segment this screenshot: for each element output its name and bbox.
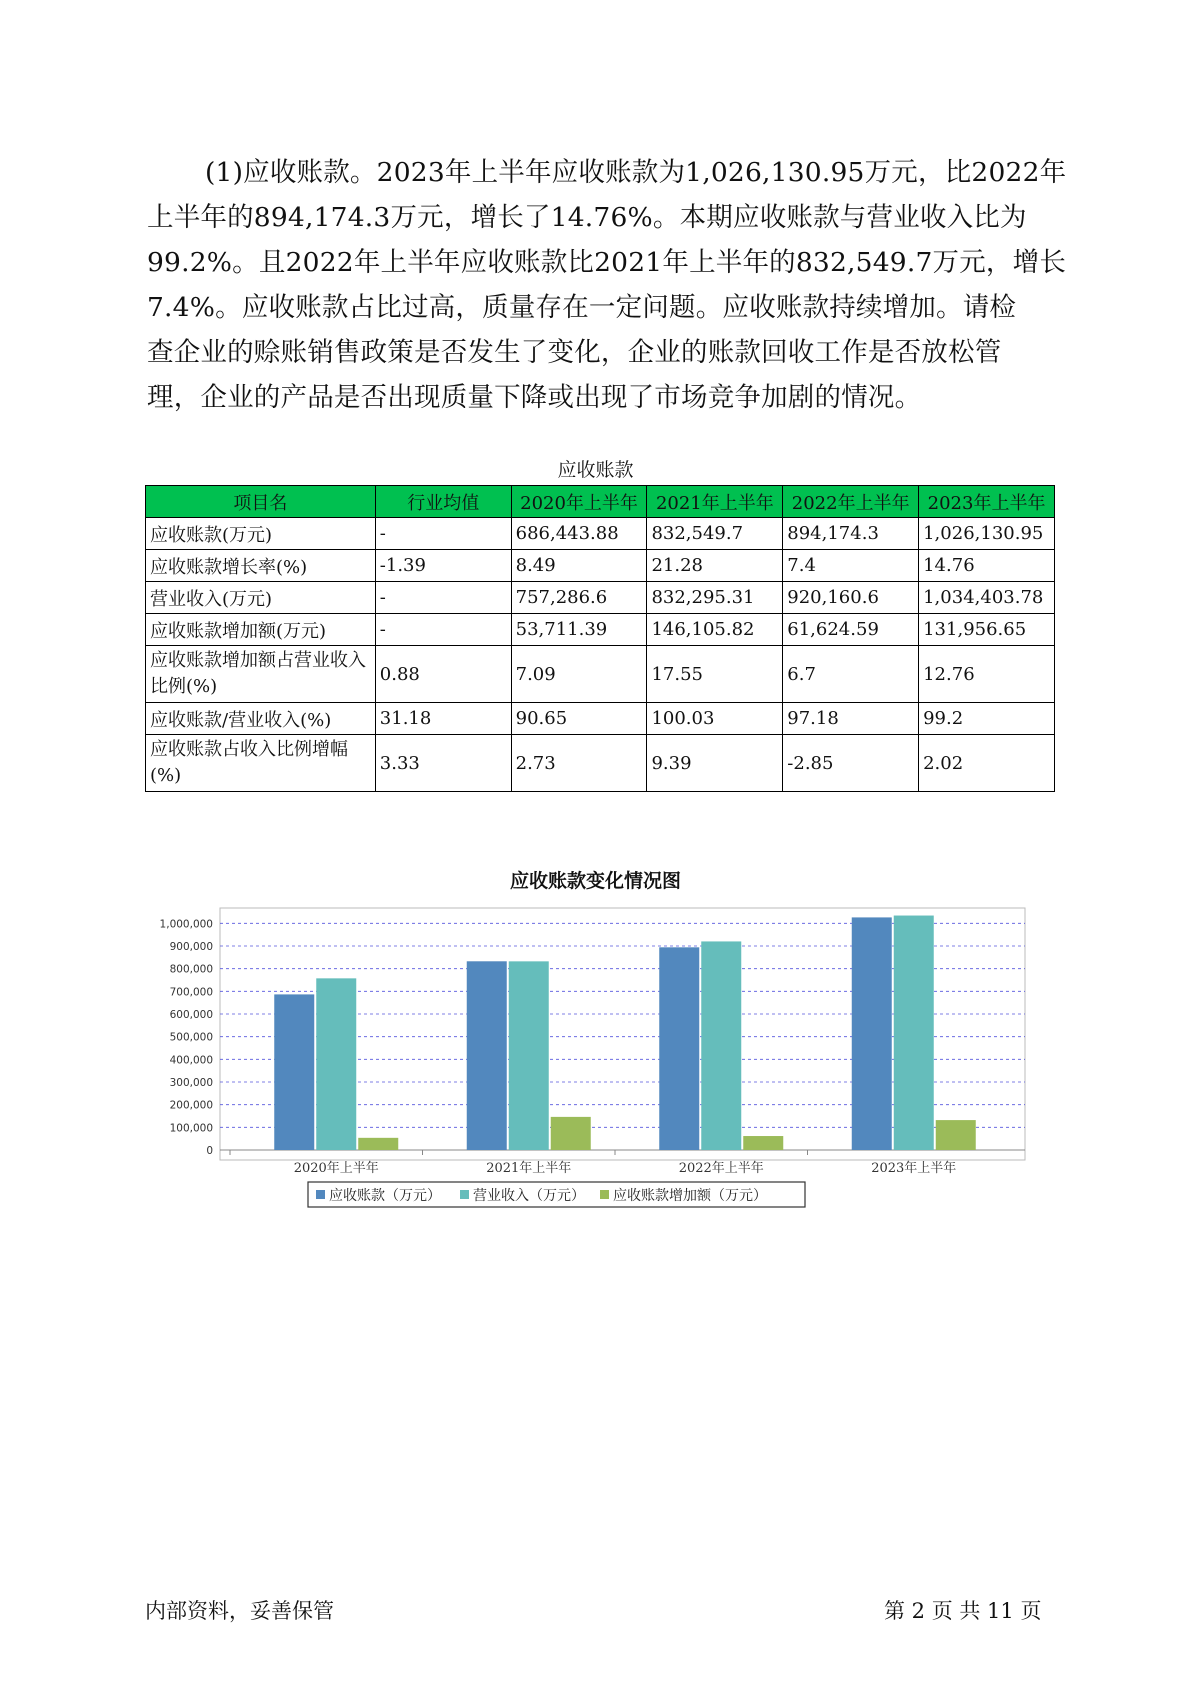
table-cell: 2.73 bbox=[511, 735, 647, 792]
bar bbox=[467, 961, 507, 1150]
y-tick-label: 400,000 bbox=[169, 1054, 213, 1067]
y-tick-label: 100,000 bbox=[169, 1122, 213, 1135]
y-tick-label: 0 bbox=[206, 1145, 213, 1157]
table-cell: 146,105.82 bbox=[647, 614, 783, 646]
table-row bbox=[146, 735, 1055, 792]
table-cell: 21.28 bbox=[647, 550, 783, 582]
chart-title: 应收账款变化情况图 bbox=[509, 870, 681, 892]
table-cell: 1,026,130.95 bbox=[919, 518, 1055, 550]
legend-swatch bbox=[600, 1190, 609, 1199]
y-tick-label: 1,000,000 bbox=[159, 918, 213, 931]
table-cell: 2.02 bbox=[919, 735, 1055, 792]
bar bbox=[743, 1136, 783, 1150]
bar bbox=[701, 941, 741, 1150]
table-cell: 894,174.3 bbox=[783, 518, 919, 550]
y-tick-label: 500,000 bbox=[169, 1031, 213, 1044]
bar bbox=[659, 947, 699, 1150]
legend-swatch bbox=[316, 1190, 325, 1199]
table-cell: 应收账款增长率(%) bbox=[146, 550, 376, 582]
paragraph-line: 99.2%。且2022年上半年应收账款比2021年上半年的832,549.7万元，增长 bbox=[147, 247, 1067, 278]
bar bbox=[894, 916, 934, 1150]
table-row bbox=[146, 614, 1055, 646]
column-header: 项目名 bbox=[146, 486, 376, 518]
bar bbox=[358, 1138, 398, 1150]
table-cell: 17.55 bbox=[647, 646, 783, 703]
table-row bbox=[146, 550, 1055, 582]
table-cell: 7.4 bbox=[783, 550, 919, 582]
bar bbox=[551, 1117, 591, 1150]
bar bbox=[509, 961, 549, 1150]
table-cell: 90.65 bbox=[511, 703, 647, 735]
table-cell: 0.88 bbox=[375, 646, 511, 703]
table-row bbox=[146, 582, 1055, 614]
x-tick-label: 2020年上半年 bbox=[293, 1161, 379, 1176]
table-cell: 97.18 bbox=[783, 703, 919, 735]
table-cell: 9.39 bbox=[647, 735, 783, 792]
footer-note: 内部资料，妥善保管 bbox=[145, 1599, 334, 1623]
table-row bbox=[146, 518, 1055, 550]
table-caption: 应收账款 bbox=[557, 459, 634, 481]
legend-label: 应收账款（万元） bbox=[329, 1188, 441, 1204]
table-cell: 应收账款增加额(万元) bbox=[146, 614, 376, 646]
x-tick-label: 2021年上半年 bbox=[486, 1161, 572, 1176]
table-cell: 99.2 bbox=[919, 703, 1055, 735]
x-tick-label: 2023年上半年 bbox=[871, 1161, 957, 1176]
table-cell: 53,711.39 bbox=[511, 614, 647, 646]
table-cell: 100.03 bbox=[647, 703, 783, 735]
y-tick-label: 300,000 bbox=[169, 1077, 213, 1089]
table-cell: 应收账款占收入比例增幅(%) bbox=[146, 735, 376, 792]
y-tick-label: 200,000 bbox=[169, 1099, 213, 1112]
table-cell: - bbox=[375, 582, 511, 614]
table-cell: 1,034,403.78 bbox=[919, 582, 1055, 614]
legend-swatch bbox=[460, 1190, 469, 1199]
table-cell: 7.09 bbox=[511, 646, 647, 703]
table-cell: - bbox=[375, 518, 511, 550]
legend-label: 营业收入（万元） bbox=[473, 1188, 585, 1204]
paragraph-line: 理，企业的产品是否出现质量下降或出现了市场竞争加剧的情况。 bbox=[147, 382, 922, 413]
column-header: 2021年上半年 bbox=[647, 486, 783, 518]
table-cell: 应收账款增加额占营业收入比例(%) bbox=[146, 646, 376, 703]
table-cell: 6.7 bbox=[783, 646, 919, 703]
bar bbox=[316, 978, 356, 1150]
table-cell: 686,443.88 bbox=[511, 518, 647, 550]
legend-label: 应收账款增加额（万元） bbox=[613, 1188, 767, 1204]
y-tick-label: 700,000 bbox=[169, 986, 213, 999]
table-cell: 营业收入(万元) bbox=[146, 582, 376, 614]
table-cell: 757,286.6 bbox=[511, 582, 647, 614]
receivables-table bbox=[145, 485, 1055, 792]
table-cell: - bbox=[375, 614, 511, 646]
table-row bbox=[146, 703, 1055, 735]
column-header: 2020年上半年 bbox=[511, 486, 647, 518]
bar bbox=[274, 994, 314, 1150]
table-cell: 131,956.65 bbox=[919, 614, 1055, 646]
column-header: 2022年上半年 bbox=[783, 486, 919, 518]
paragraph-line: 7.4%。应收账款占比过高，质量存在一定问题。应收账款持续增加。请检 bbox=[147, 292, 1017, 323]
analysis-paragraph bbox=[147, 150, 1067, 420]
table-row bbox=[146, 646, 1055, 703]
paragraph-line: 上半年的894,174.3万元，增长了14.76%。本期应收账款与营业收入比为 bbox=[147, 202, 1027, 233]
table-cell: -1.39 bbox=[375, 550, 511, 582]
table-cell: 3.33 bbox=[375, 735, 511, 792]
paragraph-line: 查企业的赊账销售政策是否发生了变化，企业的账款回收工作是否放松管 bbox=[147, 337, 1002, 368]
x-tick-label: 2022年上半年 bbox=[678, 1161, 764, 1176]
table-cell: 8.49 bbox=[511, 550, 647, 582]
bar bbox=[936, 1120, 976, 1150]
y-tick-label: 900,000 bbox=[169, 941, 213, 953]
table-cell: 920,160.6 bbox=[783, 582, 919, 614]
y-tick-label: 800,000 bbox=[169, 963, 213, 976]
receivables-bar-chart bbox=[159, 902, 1025, 1312]
table-cell: 832,549.7 bbox=[647, 518, 783, 550]
page-number: 第 2 页 共 11 页 bbox=[884, 1599, 1042, 1623]
table-cell: 61,624.59 bbox=[783, 614, 919, 646]
table-cell: -2.85 bbox=[783, 735, 919, 792]
column-header: 2023年上半年 bbox=[919, 486, 1055, 518]
table-cell: 12.76 bbox=[919, 646, 1055, 703]
table-header-row bbox=[146, 486, 1055, 518]
table-cell: 14.76 bbox=[919, 550, 1055, 582]
table-cell: 应收账款(万元) bbox=[146, 518, 376, 550]
table-cell: 应收账款/营业收入(%) bbox=[146, 703, 376, 735]
table-cell: 31.18 bbox=[375, 703, 511, 735]
paragraph-line: (1)应收账款。2023年上半年应收账款为1,026,130.95万元，比2022年 bbox=[205, 157, 1067, 188]
table-cell: 832,295.31 bbox=[647, 582, 783, 614]
y-tick-label: 600,000 bbox=[169, 1009, 213, 1021]
column-header: 行业均值 bbox=[375, 486, 511, 518]
bar bbox=[852, 917, 892, 1150]
